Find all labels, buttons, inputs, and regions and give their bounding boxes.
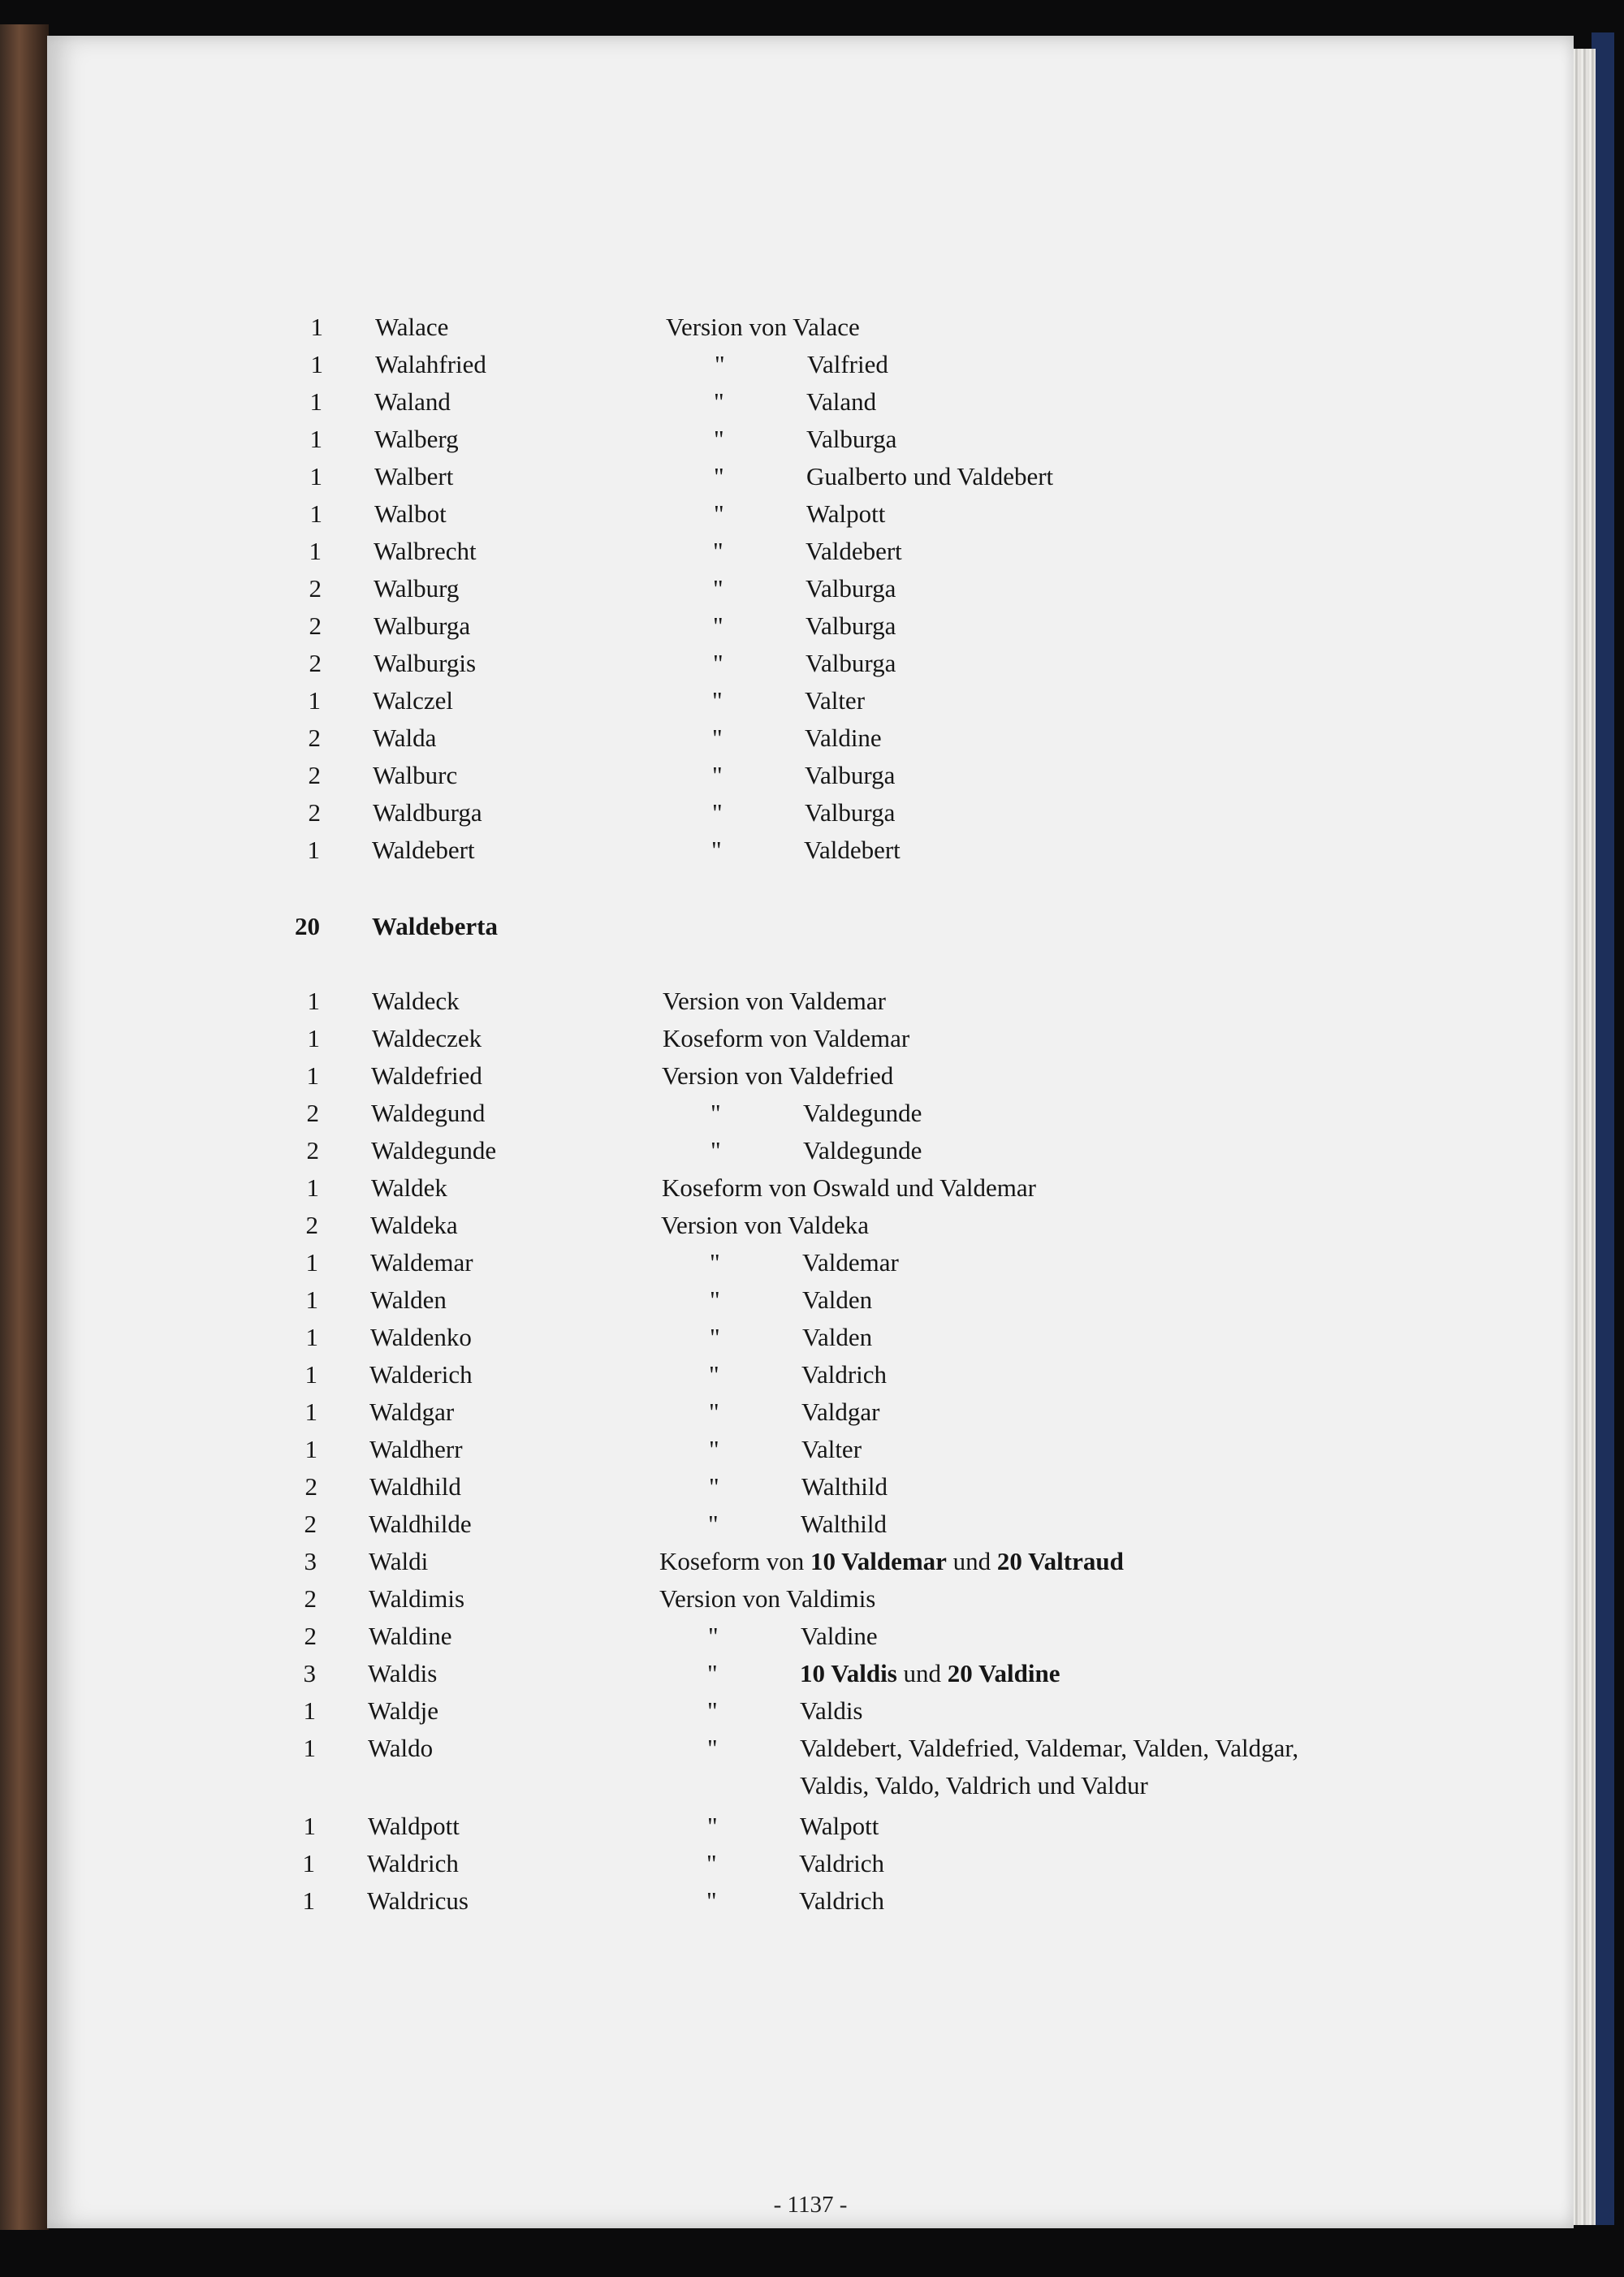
page-number: - 1137 - (773, 2192, 848, 2218)
entry-count: 2 (306, 1099, 319, 1127)
ditto-mark: " (707, 1659, 718, 1687)
entry-count: 1 (307, 1024, 320, 1052)
entry-value (803, 1132, 922, 1169)
value-text: Valdegunde (803, 1099, 922, 1127)
entry-name: Waldo (368, 1734, 434, 1762)
entry-count: 2 (309, 649, 322, 677)
entry-name: Waldis (368, 1659, 438, 1687)
ditto-mark: " (710, 1285, 720, 1314)
entry-count: 1 (305, 1285, 318, 1314)
entry-name: Walburc (373, 761, 458, 789)
ditto-mark: " (712, 724, 723, 752)
entry-description (659, 1580, 875, 1618)
entry-value (801, 1393, 879, 1431)
list-item (47, 309, 1574, 346)
list-item (47, 983, 1574, 1020)
description-bold: 10 Valdemar (810, 1547, 947, 1575)
entry-count: 1 (307, 836, 320, 864)
entry-count: 1 (306, 1173, 319, 1202)
entry-count: 2 (304, 1472, 317, 1501)
entry-value (801, 1618, 878, 1655)
entry-name: Walbert (374, 462, 454, 490)
entry-name: Waldpott (368, 1812, 460, 1840)
list-item (47, 1882, 1574, 1920)
list-item (47, 1506, 1574, 1543)
value-text: Valden (802, 1323, 873, 1351)
book-page (47, 36, 1574, 2228)
list-item (47, 1132, 1574, 1169)
value-text: Valburga (806, 611, 896, 640)
entry-description (663, 983, 886, 1020)
list-item (47, 458, 1574, 495)
entry-name: Waldgar (369, 1398, 455, 1426)
entry-name: Walburgis (374, 649, 477, 677)
entry-value (806, 383, 876, 421)
entry-count: 1 (304, 1398, 317, 1426)
ditto-mark: " (710, 1136, 721, 1164)
description-text: Koseform von (659, 1547, 810, 1575)
ditto-mark: " (708, 1622, 719, 1650)
list-item (47, 1207, 1574, 1244)
entry-count: 2 (308, 761, 321, 789)
list-item (47, 719, 1574, 757)
value-text: Valdrich (799, 1886, 885, 1915)
list-item (47, 1845, 1574, 1882)
entry-count: 3 (303, 1659, 316, 1687)
value-text: Valdebert, Valdefried, Valdemar, Valden, Valdgar, (800, 1734, 1299, 1762)
entry-count: 1 (303, 1696, 316, 1725)
ditto-mark: " (708, 1510, 719, 1538)
entry-count: 1 (309, 425, 322, 453)
value-bold: 20 Valdine (947, 1659, 1060, 1687)
ditto-mark: " (713, 574, 723, 603)
entry-count: 1 (309, 462, 322, 490)
list-item (47, 1356, 1574, 1393)
entry-name: Walburg (374, 574, 460, 603)
entry-name: Waldeck (372, 987, 460, 1015)
entry-value-continuation: Valdis, Valdo, Valdrich und Valdur (800, 1771, 1148, 1800)
entry-count: 2 (304, 1510, 317, 1538)
entry-count: 1 (304, 1435, 317, 1463)
ditto-mark: " (714, 462, 724, 490)
value-text: Valden (802, 1285, 873, 1314)
value-text: Valdegunde (803, 1136, 922, 1164)
value-text: Valdis (800, 1696, 863, 1725)
ditto-mark: " (710, 1248, 720, 1277)
entry-description (663, 1020, 909, 1057)
entry-count: 2 (309, 574, 322, 603)
list-item (47, 383, 1574, 421)
entry-name: Walburga (374, 611, 471, 640)
entry-value (806, 533, 902, 570)
entry-value (803, 1095, 922, 1132)
entry-value (806, 570, 896, 607)
list-item (47, 908, 1574, 945)
entry-value (802, 1281, 872, 1319)
ditto-mark: " (712, 686, 723, 715)
entry-count: 1 (305, 1323, 318, 1351)
description-text: Version von Valdimis (659, 1584, 876, 1613)
entry-value (799, 1845, 884, 1882)
value-text: Valdrich (799, 1849, 885, 1877)
entry-name: Waldegund (371, 1099, 486, 1127)
entry-count: 1 (303, 1734, 316, 1762)
book-spine (0, 24, 49, 2230)
entry-description (659, 1543, 1124, 1580)
entry-count: 1 (306, 1061, 319, 1090)
value-text: Walpott (800, 1812, 879, 1840)
list-item (47, 1319, 1574, 1356)
value-text: Walthild (801, 1510, 887, 1538)
list-item (47, 832, 1574, 869)
list-item (47, 1393, 1574, 1431)
ditto-mark: " (709, 1398, 719, 1426)
entry-value (805, 757, 895, 794)
value-text: Valter (801, 1435, 862, 1463)
ditto-mark: " (713, 611, 723, 640)
entry-count: 2 (306, 1136, 319, 1164)
list-item (47, 1095, 1574, 1132)
entry-count: 2 (309, 611, 322, 640)
list-item (47, 1057, 1574, 1095)
description-text: Version von Valace (666, 313, 860, 341)
entry-name: Walderich (369, 1360, 473, 1389)
entry-count: 1 (310, 313, 323, 341)
value-text: Valand (806, 387, 877, 416)
list-item (47, 570, 1574, 607)
entry-count: 2 (304, 1622, 317, 1650)
list-item (47, 1655, 1574, 1692)
entry-value (807, 346, 888, 383)
entry-name: Waldeczek (372, 1024, 482, 1052)
ditto-mark: " (712, 761, 723, 789)
entry-count: 1 (308, 686, 321, 715)
entry-name: Walbrecht (374, 537, 477, 565)
entry-count: 1 (304, 1360, 317, 1389)
list-item (47, 645, 1574, 682)
entry-description (662, 1057, 893, 1095)
value-text: Valburga (806, 649, 896, 677)
entry-name: Waland (374, 387, 451, 416)
ditto-mark: " (713, 537, 723, 565)
entry-count: 2 (304, 1584, 317, 1613)
ditto-mark: " (710, 1099, 721, 1127)
entry-name: Waldimis (369, 1584, 465, 1613)
value-text: Valburga (806, 425, 897, 453)
entry-value (802, 1319, 872, 1356)
entry-description (661, 1207, 869, 1244)
entry-name: Waldje (368, 1696, 439, 1725)
list-item (47, 1244, 1574, 1281)
entry-count: 1 (305, 1248, 318, 1277)
entry-name: Waldi (369, 1547, 429, 1575)
entry-count: 2 (305, 1211, 318, 1239)
description-text: Version von Valdefried (662, 1061, 894, 1090)
entry-value (800, 1730, 1298, 1767)
list-item (47, 495, 1574, 533)
entry-description (666, 309, 860, 346)
ditto-mark: " (710, 1323, 720, 1351)
value-text: Valdgar (801, 1398, 880, 1426)
value-text: Valburga (805, 761, 896, 789)
entry-count: 1 (307, 987, 320, 1015)
entry-name: Waldeberta (372, 912, 498, 940)
entry-value (806, 607, 896, 645)
ditto-mark: " (709, 1472, 719, 1501)
entry-name: Waldemar (370, 1248, 473, 1277)
description-text: Koseform von Oswald und Valdemar (662, 1173, 1036, 1202)
entry-name: Waldburga (373, 798, 482, 827)
list-item (47, 1808, 1574, 1845)
entry-value (802, 1244, 899, 1281)
entry-name: Waldine (369, 1622, 452, 1650)
entry-value (799, 1882, 884, 1920)
list-item (47, 1580, 1574, 1618)
entry-value (806, 458, 1053, 495)
description-text: Version von Valdemar (663, 987, 886, 1015)
value-text: und (896, 1659, 948, 1687)
list-item (47, 1169, 1574, 1207)
list-item (47, 421, 1574, 458)
entry-count: 1 (309, 499, 322, 528)
entry-value (805, 682, 865, 719)
value-text: Walpott (806, 499, 886, 528)
description-bold: 20 Valtraud (996, 1547, 1124, 1575)
list-item (47, 1020, 1574, 1057)
list-item (47, 1543, 1574, 1580)
description-text: Koseform von Valdemar (663, 1024, 910, 1052)
ditto-mark: " (707, 1734, 718, 1762)
list-item (47, 346, 1574, 383)
entry-name: Waldenko (370, 1323, 472, 1351)
entry-description (662, 1169, 1036, 1207)
ditto-mark: " (711, 836, 722, 864)
entry-name: Walbot (374, 499, 447, 528)
entry-count: 1 (302, 1886, 315, 1915)
entry-value (800, 1692, 863, 1730)
ditto-mark: " (709, 1360, 719, 1389)
entry-name: Walden (370, 1285, 447, 1314)
ditto-mark: " (715, 350, 725, 378)
ditto-mark: " (707, 1696, 718, 1725)
entry-value (801, 1506, 887, 1543)
list-item (47, 1468, 1574, 1506)
value-text: Valdine (801, 1622, 878, 1650)
list-item (47, 682, 1574, 719)
entry-value (801, 1431, 862, 1468)
value-text: Valburga (805, 798, 896, 827)
ditto-mark: " (714, 425, 724, 453)
value-text: Valdebert (806, 537, 902, 565)
entry-count: 1 (310, 350, 323, 378)
entry-name: Waldefried (371, 1061, 482, 1090)
description-text: Version von Valdeka (661, 1211, 869, 1239)
ditto-mark: " (707, 1812, 718, 1840)
ditto-mark: " (709, 1435, 719, 1463)
value-text: Valdrich (801, 1360, 888, 1389)
list-item (47, 1618, 1574, 1655)
list-item (47, 1692, 1574, 1730)
entry-value (805, 719, 882, 757)
entry-value (805, 794, 895, 832)
entry-count: 3 (304, 1547, 317, 1575)
list-item (47, 794, 1574, 832)
entry-count: 1 (309, 387, 322, 416)
description-text: und (946, 1547, 997, 1575)
entry-name: Waldeka (370, 1211, 458, 1239)
value-text: Valdine (805, 724, 882, 752)
entry-count: 1 (302, 1849, 315, 1877)
entry-value (806, 495, 885, 533)
entry-count: 1 (309, 537, 322, 565)
entry-name: Waldherr (369, 1435, 463, 1463)
value-text: Valfried (807, 350, 888, 378)
entry-name: Waldek (371, 1173, 447, 1202)
list-item (47, 1730, 1574, 1767)
entry-name: Walczel (373, 686, 454, 715)
entry-name: Walace (375, 313, 449, 341)
list-item (47, 1431, 1574, 1468)
list-item (47, 607, 1574, 645)
list-item (47, 1281, 1574, 1319)
list-item (47, 757, 1574, 794)
entry-value (806, 645, 896, 682)
entry-name: Walberg (374, 425, 459, 453)
ditto-mark: " (706, 1849, 717, 1877)
entry-value (806, 421, 896, 458)
entry-name: Waldhilde (369, 1510, 472, 1538)
value-text: Valdemar (802, 1248, 899, 1277)
entry-name: Walda (373, 724, 437, 752)
entry-value (800, 1808, 879, 1845)
entry-name: Waldricus (367, 1886, 469, 1915)
entry-name: Waldrich (367, 1849, 459, 1877)
value-text: Valburga (806, 574, 896, 603)
entry-value (804, 832, 901, 869)
ditto-mark: " (706, 1886, 717, 1915)
value-text: Gualberto und Valdebert (806, 462, 1054, 490)
ditto-mark: " (713, 649, 723, 677)
entry-name: Waldhild (369, 1472, 461, 1501)
value-text: Walthild (801, 1472, 888, 1501)
entry-value (800, 1655, 1060, 1692)
entry-count: 1 (303, 1812, 316, 1840)
entry-count: 20 (295, 912, 320, 940)
entry-name: Waldebert (372, 836, 475, 864)
ditto-mark: " (712, 798, 723, 827)
entry-count: 2 (308, 798, 321, 827)
entry-name: Walahfried (375, 350, 486, 378)
ditto-mark: " (714, 499, 724, 528)
ditto-mark: " (714, 387, 724, 416)
entry-value (801, 1356, 887, 1393)
entry-value (801, 1468, 888, 1506)
entry-name: Waldegunde (371, 1136, 497, 1164)
value-text: Valdebert (804, 836, 901, 864)
list-item (47, 533, 1574, 570)
value-text: Valter (805, 686, 866, 715)
value-bold: 10 Valdis (800, 1659, 897, 1687)
entry-count: 2 (308, 724, 321, 752)
